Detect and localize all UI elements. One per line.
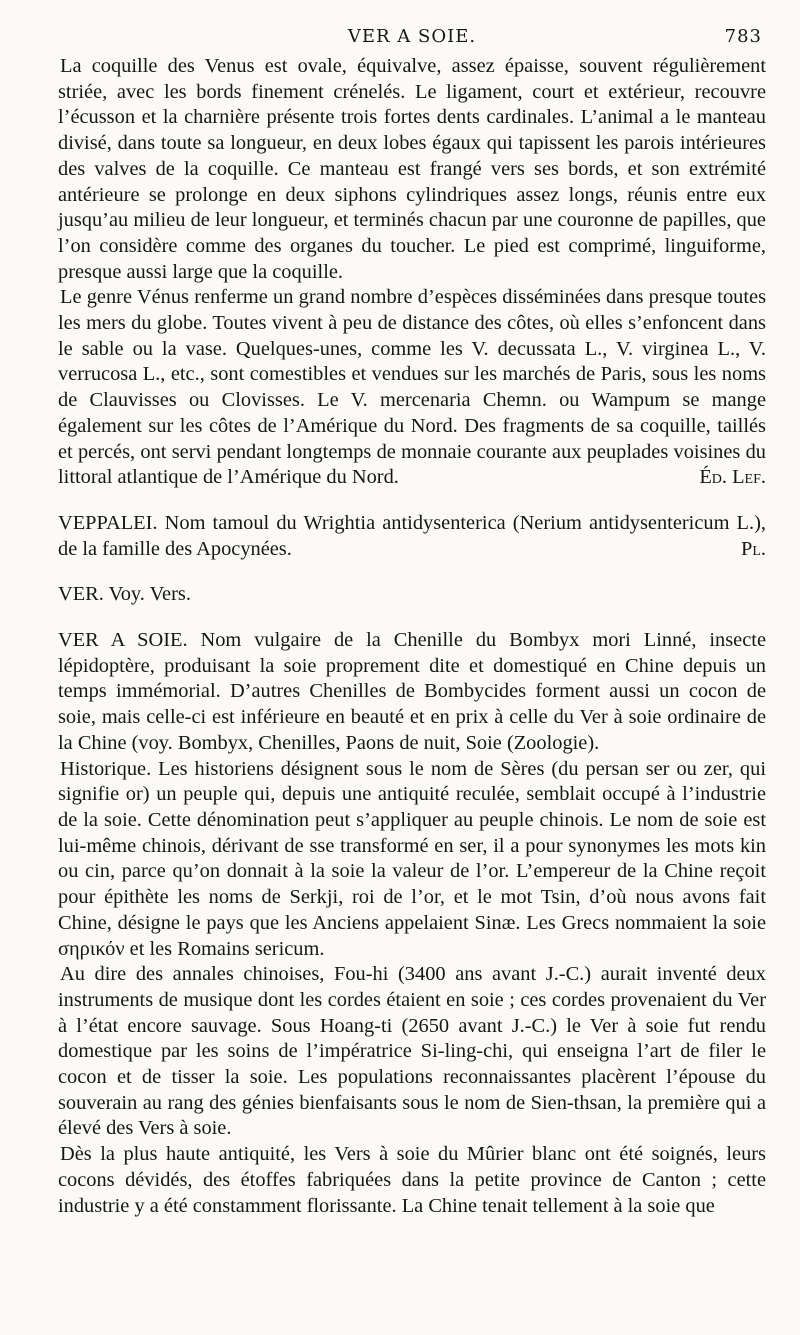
annales-paragraph: Au dire des annales chinoises, Fou-hi (3400 ans avant J.-C.) aurait inventé deux instruments de musique dont les cordes étaient en soie ; ces cordes provenaient du Ver à l’état encore sauvage. Sous Hoang-ti (2650 avant J.-C.) le Ver à soie fut rendu domestique par les soins de l’impératrice Si-ling-chi, qui enseigna l’art de filer le cocon et de tisser la soie. Les populations reconnaissantes placèrent l’épouse du souverain au rang des génies bienfaisants sous le nom de Sien-thsan, la première qui a élevé des Vers à soie. — [58, 963, 766, 1140]
entry-veppalei — [58, 511, 766, 562]
venus-paragraph-2 — [58, 285, 766, 491]
antiquite-paragraph: Dès la plus haute antiquité, les Vers à soie du Mûrier blanc ont été soignés, leurs cocons dévidés, des étoffes fabriquées dans la petite province de Canton ; cette industrie y a été constamment florissante. La Chine tenait tellement à la soie que — [58, 1143, 766, 1217]
running-title: VER A SOIE. — [347, 26, 477, 47]
author-signature: Pl. — [741, 537, 766, 560]
author-signature: Éd. Lef. — [699, 466, 766, 489]
page-number: 783 — [724, 26, 762, 47]
venus-paragraph-2-text: Le genre Vénus renferme un grand nombre d’espèces disséminées dans presque toutes les mers du globe. Toutes vivent à peu de distance des côtes, où elles s’enfoncent dans le sable ou la vase. Quelques-unes, comme les V. decussata L., V. virginea L., V. verrucosa L., etc., sont comestibles et vendues sur les marchés de Paris, sous les noms de Clauvisses ou Clovisses. Le V. mercenaria Chemn. ou Wampum se mange également sur les côtes de l’Amérique du Nord. Des fragments de sa coquille, taillés et percés, ont servi pendant longtemps de monnaie courante aux peuplades voisines du littoral atlantique de l’Amérique du Nord. — [58, 286, 766, 489]
entry-ver-a-soie: VER A SOIE. Nom vulgaire de la Chenille du Bombyx mori Linné, insecte lépidoptère, produisant la soie proprement dite et domestiqué en Chine depuis un temps immémorial. D’autres Chenilles de Bombycides forment aussi un cocon de soie, mais celle-ci est inférieure en beauté et en prix à celle du Ver à soie ordinaire de la Chine (voy. Bombyx, Chenilles, Paons de nuit, Soie (Zoologie). — [58, 629, 766, 754]
entry-veppalei-text: VEPPALEI. Nom tamoul du Wrightia antidysenterica (Nerium antidysentericum L.), de la famille des Apocynées. — [58, 511, 766, 560]
entry-ver: VER. Voy. Vers. — [58, 583, 191, 606]
page-body — [58, 54, 766, 1219]
venus-paragraph-1: La coquille des Venus est ovale, équivalve, assez épaisse, souvent régulièrement striée, avec les bords finement crénelés. Le ligament, court et extérieur, recouvre l’écusson et la charnière présente trois fortes dents cardinales. L’animal a le manteau divisé, dans toute sa longueur, en deux lobes égaux qui tapissent les parois intérieures des valves de la coquille. Ce manteau est frangé vers ses bords, et son extrémité antérieure se prolonge en deux siphons cylindriques assez longs, réunis entre eux jusqu’au milieu de leur longueur, et terminés chacun par une couronne de papilles, que l’on considère comme des organes du toucher. Le pied est comprimé, linguiforme, presque aussi large que la coquille. — [58, 55, 766, 283]
running-header — [58, 26, 766, 54]
historique-paragraph: Historique. Les historiens désignent sous le nom de Sères (du persan ser ou zer, qui signifie or) un peuple qui, depuis une antiquité reculée, semblait occupé à l’industrie de la soie. Cette dénomination peut s’appliquer au peuple chinois. Le nom de soie est lui-même chinois, dérivant de sse transformé en ser, il a pour synonymes les mots kin ou cin, parce qu’on donnait à la soie la valeur de l’or. L’empereur de la Chine reçoit pour épithète les noms de Serkji, roi de l’or, et le mot Tsin, d’où nous avons fait Chine, désigne le pays que les Anciens appelaient Sinæ. Les Grecs nommaient la soie σηρικόν et les Romains sericum. — [58, 757, 766, 960]
